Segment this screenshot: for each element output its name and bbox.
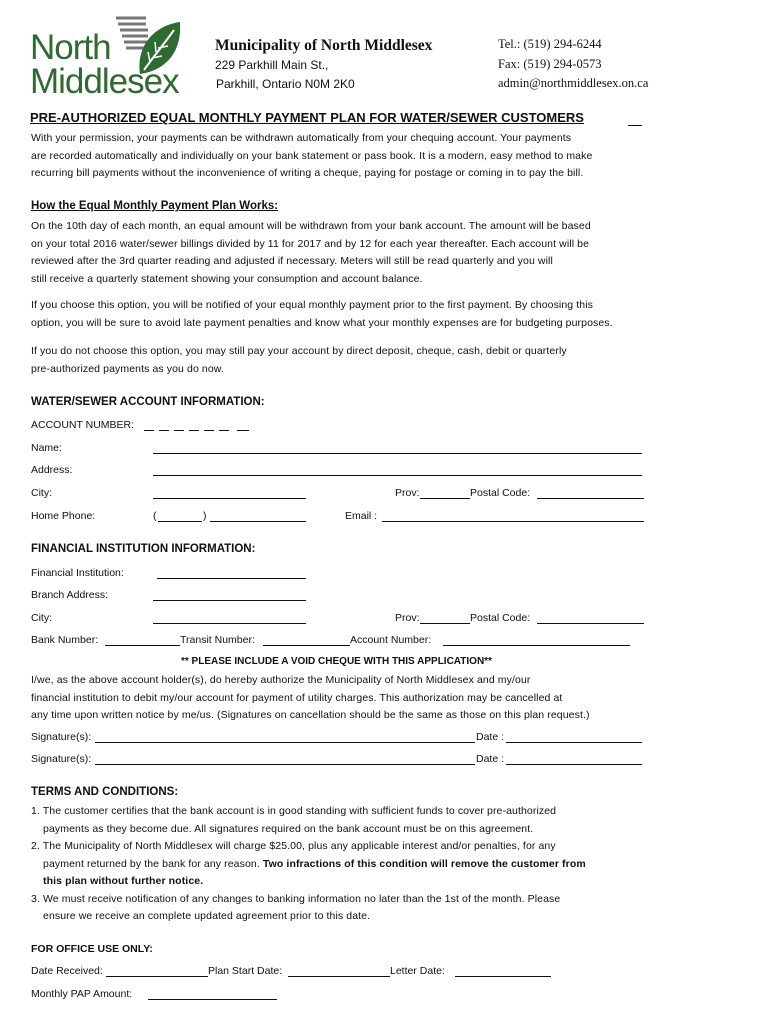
letter-date-label: Letter Date: [390, 965, 445, 977]
prov-label: Prov: [395, 487, 420, 499]
date-field-1[interactable] [506, 742, 642, 743]
logo-word-middlesex: Middlesex [30, 62, 179, 101]
fin-prov-label: Prov: [395, 612, 420, 624]
date-label-1: Date : [476, 731, 505, 743]
choose-line: If you choose this option, you will be notified of your equal monthly payment prior to the first payment. By choosing this [31, 299, 593, 311]
address-label: Address: [31, 464, 73, 476]
address-line-1: 229 Parkhill Main St., [215, 58, 329, 72]
signature-field-1[interactable] [95, 742, 475, 743]
pap-amount-field[interactable] [148, 999, 277, 1000]
phone-area-code-field[interactable] [158, 521, 202, 522]
intro-line: are recorded automatically and individually on your bank statement or pass book. It is a modern, easy method to make [31, 149, 593, 162]
phone-paren-close: ) [203, 510, 207, 522]
letter-date-field[interactable] [455, 976, 551, 977]
authorization-line: any time upon written notice by me/us. (Signatures on cancellation should be the same as those on this plan request.) [31, 709, 590, 721]
how-line: still receive a quarterly statement showing your consumption and account balance. [31, 272, 423, 285]
phone-paren-open: ( [153, 510, 157, 522]
branch-label: Branch Address: [31, 589, 109, 601]
phone-label: Home Phone: [31, 510, 96, 522]
account-number-label: ACCOUNT NUMBER: [31, 419, 135, 431]
how-line: reviewed after the 3rd quarter reading and adjusted if necessary. Meters will still be read quarterly and you will [31, 255, 553, 267]
tel: Tel.: (519) 294-6244 [498, 37, 602, 51]
fin-city-label: City: [31, 612, 52, 624]
logo-word-north: North [30, 28, 111, 67]
title-underline-ext [628, 125, 642, 126]
pap-amount-label: Monthly PAP Amount: [31, 988, 133, 1000]
postal-label: Postal Code: [470, 487, 531, 499]
date-received-label: Date Received: [31, 965, 103, 977]
term-3-line: 3. We must receive notification of any changes to banking information no later than the 1st of the month. Please [31, 892, 561, 905]
fin-account-field[interactable] [443, 645, 630, 646]
notchoose-line: pre-authorized payments as you do now. [31, 362, 224, 375]
office-heading: FOR OFFICE USE ONLY: [31, 943, 153, 955]
municipality-logo [28, 12, 188, 102]
term-1-line: payments as they become due. All signatures required on the bank account must be on this agreement. [43, 822, 534, 835]
name-field[interactable] [153, 453, 642, 454]
term-2-bold-line: this plan without further notice. [43, 875, 204, 887]
how-line: on your total 2016 water/sewer billings divided by 11 for 2017 and by 12 for each year thereafter. Each account will be [31, 237, 590, 250]
how-line: On the 10th day of each month, an equal amount will be withdrawn from your bank account. The amount will be based [31, 220, 591, 232]
intro-line: recurring bill payments without the inconvenience of writing a cheque, paying for postage or coming in to pay the bill. [31, 167, 584, 179]
account-number-digit-1[interactable] [144, 430, 154, 431]
city-field[interactable] [153, 498, 306, 499]
term-2-line [31, 856, 751, 874]
fin-prov-field[interactable] [420, 623, 470, 624]
term-2-bold-text: Two infractions of this condition will remove the customer from [262, 857, 586, 870]
term-1-line: 1. The customer certifies that the bank account is in good standing with sufficient funds to cover pre-authorized [31, 805, 557, 817]
notchoose-line: If you do not choose this option, you may still pay your account by direct deposit, cheque, cash, debit or quarterly [31, 345, 567, 357]
date-received-field[interactable] [106, 976, 208, 977]
transit-label: Transit Number: [180, 634, 255, 646]
city-label: City: [31, 487, 52, 499]
prov-field[interactable] [420, 498, 470, 499]
how-paragraph [31, 218, 751, 288]
address-field[interactable] [153, 475, 642, 476]
bank-number-field[interactable] [105, 645, 180, 646]
signature-label-1: Signature(s): [31, 731, 92, 743]
institution-field[interactable] [157, 578, 306, 579]
fin-postal-field[interactable] [537, 623, 644, 624]
bank-number-label: Bank Number: [31, 634, 99, 646]
account-number-digit-5[interactable] [204, 430, 214, 431]
terms-heading: TERMS AND CONDITIONS: [31, 786, 179, 798]
fin-account-label: Account Number: [350, 634, 432, 646]
signature-field-2[interactable] [95, 764, 475, 765]
branch-field[interactable] [153, 600, 306, 601]
address-line-2: Parkhill, Ontario N0M 2K0 [216, 77, 355, 91]
account-number-digit-6[interactable] [219, 430, 229, 431]
authorization-line: financial institution to debit my/our account for payment of utility charges. This authorization may be cancelled at [31, 691, 563, 704]
date-field-2[interactable] [506, 764, 642, 765]
term-3-line: ensure we receive an complete updated agreement prior to this date. [43, 910, 371, 922]
account-number-digit-4[interactable] [189, 430, 199, 431]
email-field[interactable] [382, 521, 644, 522]
void-cheque-note: ** PLEASE INCLUDE A VOID CHEQUE WITH THIS APPLICATION** [181, 656, 492, 667]
how-heading: How the Equal Monthly Payment Plan Works: [31, 200, 279, 212]
plan-start-field[interactable] [288, 976, 390, 977]
financial-heading: FINANCIAL INSTITUTION INFORMATION: [31, 543, 256, 555]
institution-label: Financial Institution: [31, 567, 124, 579]
authorization-paragraph [31, 672, 751, 725]
name-label: Name: [31, 442, 62, 454]
choose-line: option, you will be sure to avoid late payment penalties and know what your monthly expenses are for budgeting purposes. [31, 316, 613, 329]
terms-list [31, 803, 751, 926]
fax: Fax: (519) 294-0573 [498, 57, 602, 71]
fin-city-field[interactable] [153, 623, 306, 624]
phone-number-field[interactable] [210, 521, 306, 522]
postal-field[interactable] [537, 498, 644, 499]
email-label: Email : [345, 510, 378, 522]
notchoose-paragraph [31, 343, 751, 378]
email-address: admin@northmiddlesex.on.ca [498, 76, 649, 90]
date-label-2: Date : [476, 753, 505, 765]
transit-field[interactable] [263, 645, 350, 646]
account-number-digit-7[interactable] [237, 430, 249, 431]
fin-postal-label: Postal Code: [470, 612, 531, 624]
intro-line: With your permission, your payments can be withdrawn automatically from your chequing account. Your payments [31, 132, 572, 144]
page-title: PRE-AUTHORIZED EQUAL MONTHLY PAYMENT PLAN FOR WATER/SEWER CUSTOMERS [30, 110, 584, 125]
org-name: Municipality of North Middlesex [215, 37, 433, 54]
choose-paragraph [31, 297, 751, 332]
term-2-text: payment returned by the bank for any reason. [43, 857, 263, 870]
term-2-line: 2. The Municipality of North Middlesex will charge $25.00, plus any applicable interest and/or penalties, for any [31, 840, 556, 852]
plan-start-label: Plan Start Date: [208, 965, 283, 977]
account-heading: WATER/SEWER ACCOUNT INFORMATION: [31, 396, 265, 408]
authorization-line: I/we, as the above account holder(s), do hereby authorize the Municipality of North Middlesex and my/our [31, 674, 531, 686]
signal-waves-icon [116, 18, 150, 48]
intro-paragraph [31, 130, 751, 183]
signature-label-2: Signature(s): [31, 753, 92, 765]
account-number-digit-3[interactable] [174, 430, 184, 431]
account-number-digit-2[interactable] [159, 430, 169, 431]
